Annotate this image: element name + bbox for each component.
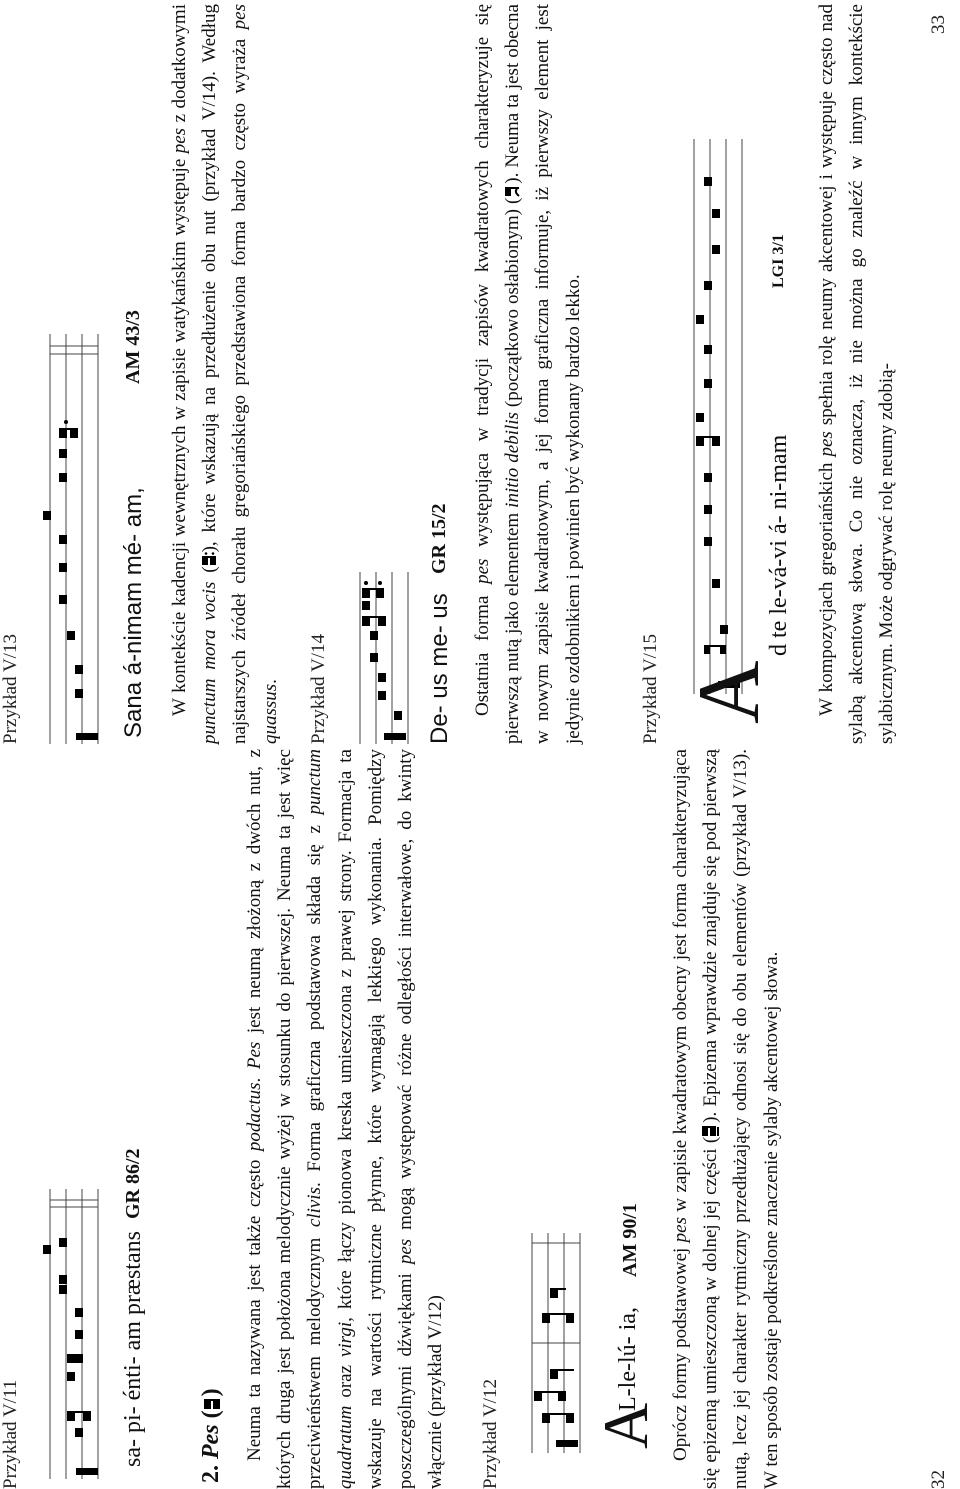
term: pes bbox=[670, 1216, 691, 1243]
source-v15: LGI 3/1 bbox=[770, 234, 787, 288]
term: punctum quadratum bbox=[304, 749, 356, 1489]
text: oraz bbox=[334, 1357, 356, 1406]
dropcap-v15: A bbox=[681, 660, 778, 724]
paragraph-pes-epizema bbox=[666, 749, 787, 1489]
pes-neume-icon bbox=[203, 1396, 221, 1410]
do-clef-icon bbox=[384, 733, 406, 740]
text: ). Neuma ta jest obecna w nowym zapisie kwadratowym, a jej forma graficzna informuje, iż pierwszy element jest jedynie ozdobnikiem i powinien być wykonany bardzo lekko. bbox=[502, 4, 584, 744]
lyrics-v11: sa- pi- énti- am præstans bbox=[120, 1231, 146, 1467]
paragraph-pes-mora-vocis bbox=[165, 4, 286, 744]
text: ( bbox=[199, 566, 221, 582]
text: w zapisie kwadratowym obecny jest forma charakteryzująca się epizemą umieszczoną w dolnej jej części ( bbox=[670, 749, 722, 1489]
term: punctum mora vocis bbox=[199, 581, 221, 744]
note bbox=[59, 1275, 67, 1284]
term: pes bbox=[395, 1238, 417, 1265]
text: . bbox=[244, 1069, 265, 1083]
text: ), które wskazują na przedłużenie obu nut (przykład V/14). Według najstarszych źródeł chorału gregoriańskiego przedstawiona forma bardzo często wyraża bbox=[199, 4, 251, 744]
text: Oprócz formy podstawowej bbox=[670, 1242, 691, 1461]
lyrics-v12: L-le-lú- ia, bbox=[615, 1307, 641, 1411]
staff-v14 bbox=[346, 564, 426, 744]
staff-v15 bbox=[682, 134, 762, 694]
staff-v15-svg bbox=[682, 134, 762, 694]
staff-v11-svg bbox=[40, 1179, 120, 1479]
text: ). Epizema wprawdzie znajduje się pod pierwszą nutą, lecz jej charakter rytmiczny przedłużający odnosi się do obu elementów (przykład V/13). W ten sposób zostaje podkreślone znaczenie sylaby akcentowej słowa. bbox=[700, 749, 782, 1489]
source-v12: AM 90/1 bbox=[619, 1203, 641, 1277]
text: . bbox=[259, 679, 281, 684]
note bbox=[59, 1285, 67, 1294]
note bbox=[75, 1354, 83, 1363]
paragraph-pes-initio-debilis bbox=[468, 4, 589, 744]
term: pes quassus bbox=[229, 4, 281, 744]
page-right bbox=[0, 0, 960, 744]
lyrics-v14: De- us me- us bbox=[426, 593, 453, 744]
term: pes bbox=[816, 431, 837, 457]
note bbox=[75, 1308, 83, 1317]
example-v11-label: Przykład V/11 bbox=[0, 1379, 21, 1489]
text: (początkowo osłabionym) ( bbox=[502, 197, 524, 413]
pes-mora-vocis-icon bbox=[200, 552, 218, 566]
text: Ostatnia forma bbox=[472, 583, 493, 716]
paragraph-pes-intro bbox=[240, 749, 451, 1489]
do-clef-icon bbox=[556, 1440, 578, 1447]
note bbox=[67, 1412, 75, 1421]
note bbox=[59, 1238, 67, 1247]
term: pes bbox=[472, 558, 493, 584]
term: Pes bbox=[244, 1041, 265, 1070]
text: z dodatkowymi bbox=[169, 4, 190, 128]
staff-v14-svg bbox=[346, 564, 426, 744]
page-left bbox=[0, 744, 960, 1489]
term: podactus bbox=[244, 1082, 265, 1152]
example-v14-label: Przykład V/14 bbox=[308, 634, 329, 744]
lyrics-v13: Sana á-nimam mé- am, bbox=[120, 487, 147, 738]
note bbox=[75, 1428, 83, 1437]
note bbox=[75, 1330, 83, 1339]
paragraph-pes-accent bbox=[812, 4, 903, 744]
text: Neuma ta nazywana jest także często bbox=[244, 1151, 265, 1461]
text: jest neumą złożoną z dwóch nut, z których druga jest położona melodycznie wyżej w stosunku do pierwszej. Neuma ta jest więc przeciwieństwem melodycznym bbox=[244, 748, 326, 1489]
term: clivis bbox=[304, 1187, 326, 1228]
section-heading: 2. Pes () bbox=[198, 1388, 224, 1483]
example-v12-label: Przykład V/12 bbox=[480, 1379, 501, 1489]
pes-epizema-icon bbox=[701, 1123, 719, 1137]
text: W kompozycjach gregoriańskich bbox=[816, 456, 837, 716]
note bbox=[67, 1372, 75, 1381]
section-number: 2. bbox=[198, 1465, 224, 1483]
example-v13-label: Przykład V/13 bbox=[0, 634, 21, 744]
lyrics-v15: d te le-vá-vi á- ni-mam bbox=[766, 434, 792, 656]
do-clef-icon bbox=[76, 733, 98, 740]
staff-v13 bbox=[40, 324, 120, 744]
text: występująca w tradycji zapisów kwadratowych charakteryzuje się pierwszą nutą jako elementem bbox=[472, 3, 524, 744]
text: mogą występować różne odległości interwałowe, do kwinty włącznie (przykład V/12) bbox=[395, 749, 447, 1489]
text: , które łączy pionowa kreska umieszczona z prawej strony. Formacja ta wskazuje na wartości rytmiczne płynne, które wymagają lekkiego wykonania. Pomiędzy poszczególnymi dźwiękami bbox=[334, 749, 417, 1489]
text: spełnia rolę neumy akcentowej i występuje często nad sylabą akcentową słowa. Co nie oznacza, iż nie można go znaleźć w innym kontekście sylabicznym. Może odgrywać rolę neumy zdobią- bbox=[816, 4, 898, 744]
v11-notes bbox=[43, 1238, 98, 1475]
staff-v11 bbox=[40, 1179, 120, 1479]
source-v13: AM 43/3 bbox=[122, 310, 144, 384]
page-number-right: 33 bbox=[928, 15, 949, 34]
source-v11: GR 86/2 bbox=[122, 1148, 144, 1219]
page-number-left: 32 bbox=[928, 1470, 949, 1489]
text: W kontekście kadencji wewnętrznych w zapisie watykańskim występuje bbox=[169, 153, 190, 716]
example-v15-label: Przykład V/15 bbox=[640, 634, 661, 744]
term: virgi bbox=[334, 1321, 356, 1358]
section-title: Pes bbox=[198, 1424, 224, 1459]
source-v14: GR 15/2 bbox=[428, 503, 450, 574]
staff-v13-svg bbox=[40, 324, 120, 744]
term: pes bbox=[169, 127, 190, 154]
term: initio debilis bbox=[502, 412, 524, 508]
text: . Forma graficzna podstawowa składa się z bbox=[304, 814, 326, 1188]
dropcap-v12: A bbox=[590, 1402, 661, 1449]
pes-initio-debilis-icon bbox=[503, 184, 521, 198]
do-clef-icon bbox=[76, 1468, 98, 1475]
note bbox=[43, 1245, 51, 1254]
